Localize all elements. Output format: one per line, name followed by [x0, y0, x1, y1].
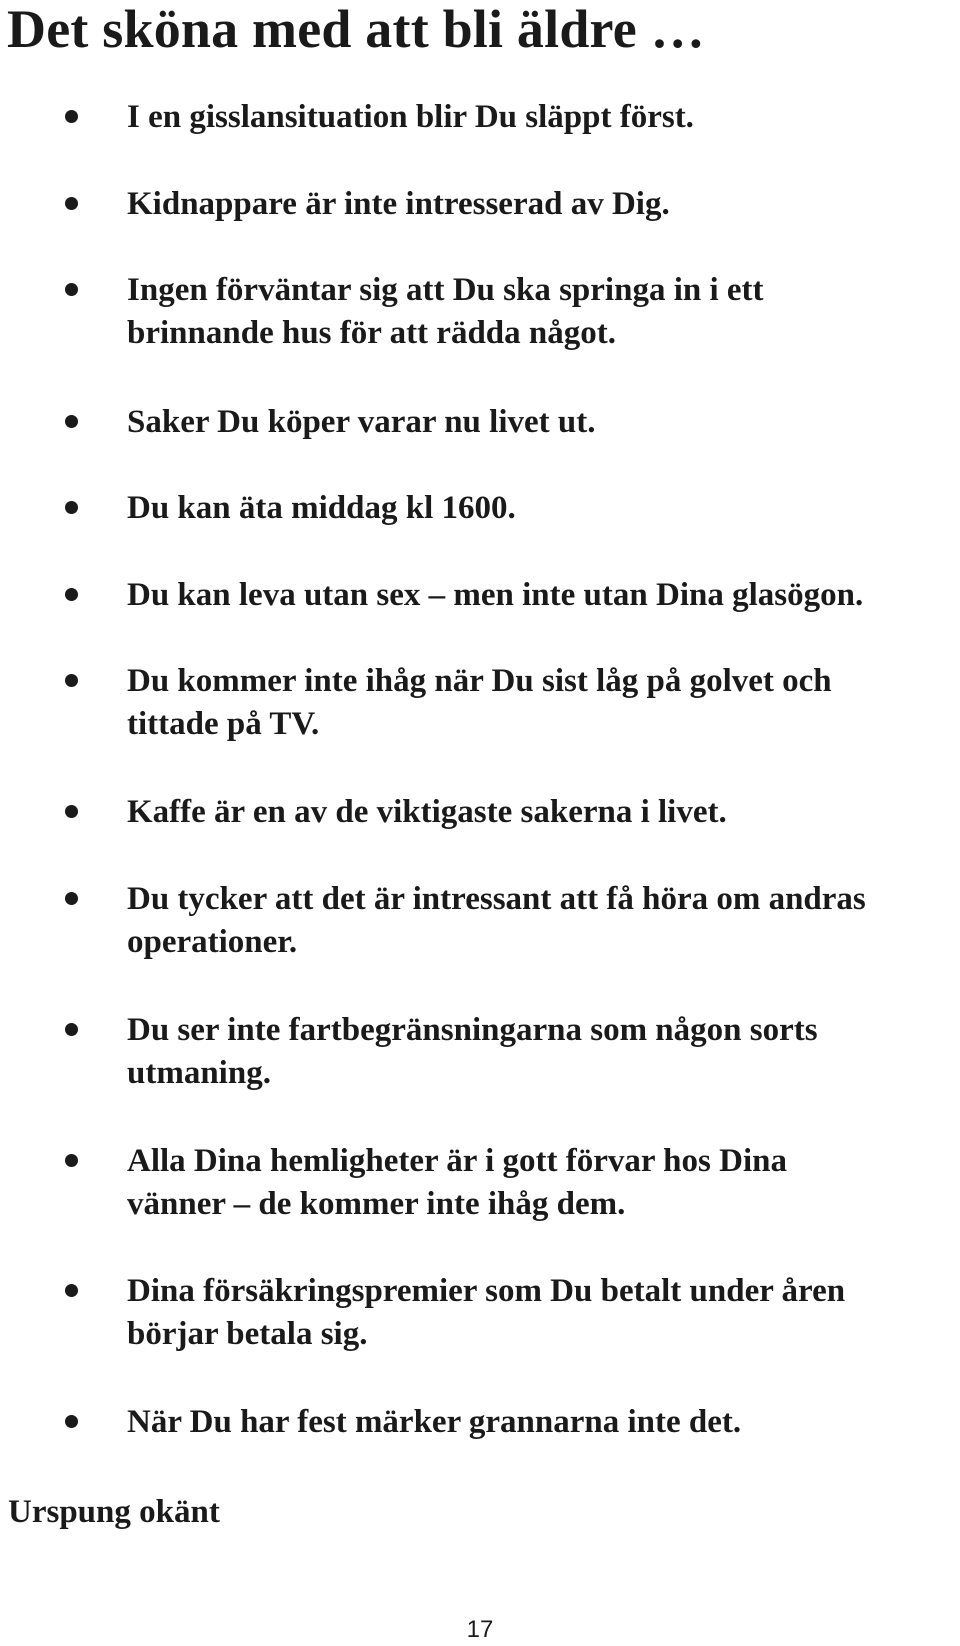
list-item-line: Dina försäkringspremier som Du betalt under åren	[127, 1273, 846, 1309]
list-item-line: tittade på TV.	[127, 706, 320, 742]
list-item-line: Alla Dina hemligheter är i gott förvar hos Dina	[127, 1143, 787, 1179]
list-item-line: utmaning.	[127, 1055, 271, 1091]
list-item-line: operationer.	[127, 924, 298, 960]
list-item-line: Du ser inte fartbegränsningarna som någon sorts	[127, 1012, 818, 1048]
list-item-line: Du kommer inte ihåg när Du sist låg på golvet och	[127, 663, 832, 699]
list-item-text	[127, 574, 957, 617]
bullet-icon	[65, 1415, 78, 1428]
list-item-line: Kidnappare är inte intresserad av Dig.	[127, 186, 670, 222]
list-item-text	[127, 1009, 957, 1095]
bullet-icon	[65, 110, 78, 123]
bullet-icon	[65, 197, 78, 210]
bullet-icon	[65, 415, 78, 428]
list-item-text	[127, 660, 957, 746]
attribution: Urspung okänt	[8, 1494, 220, 1530]
list-item-line: Ingen förväntar sig att Du ska springa in i ett	[127, 272, 764, 308]
list-item-line: Saker Du köper varar nu livet ut.	[127, 404, 596, 440]
page-number: 17	[466, 1616, 494, 1643]
list-item-text	[127, 1401, 957, 1444]
bullet-icon	[65, 283, 78, 296]
bullet-icon	[65, 892, 78, 905]
list-item-text	[127, 791, 957, 834]
list-item-line: När Du har fest märker grannarna inte det.	[127, 1404, 742, 1440]
list-item-text	[127, 183, 957, 226]
bullet-icon	[65, 1284, 78, 1297]
list-item-text	[127, 269, 957, 355]
bullet-icon	[65, 588, 78, 601]
list-item-line: I en gisslansituation blir Du släppt först.	[127, 99, 694, 135]
bullet-icon	[65, 501, 78, 514]
list-item-line: Du kan äta middag kl 1600.	[127, 490, 516, 526]
bullet-icon	[65, 1154, 78, 1167]
list-item-line: Du kan leva utan sex – men inte utan Dina glasögon.	[127, 577, 864, 613]
list-item-text	[127, 1140, 957, 1226]
list-item-text	[127, 878, 957, 964]
list-item-text	[127, 1270, 957, 1356]
list-item-line: Du tycker att det är intressant att få höra om andras	[127, 881, 866, 917]
list-item-line: Kaffe är en av de viktigaste sakerna i livet.	[127, 794, 727, 830]
list-item-text	[127, 401, 957, 444]
list-item-line: brinnande hus för att rädda något.	[127, 315, 616, 351]
bullet-icon	[65, 1023, 78, 1036]
list-item-text	[127, 487, 957, 530]
bullet-icon	[65, 805, 78, 818]
list-item-line: börjar betala sig.	[127, 1316, 368, 1352]
bullet-icon	[65, 674, 78, 687]
page-title: Det sköna med att bli äldre …	[7, 0, 705, 59]
list-item-text	[127, 96, 957, 139]
list-item-line: vänner – de kommer inte ihåg dem.	[127, 1186, 626, 1222]
